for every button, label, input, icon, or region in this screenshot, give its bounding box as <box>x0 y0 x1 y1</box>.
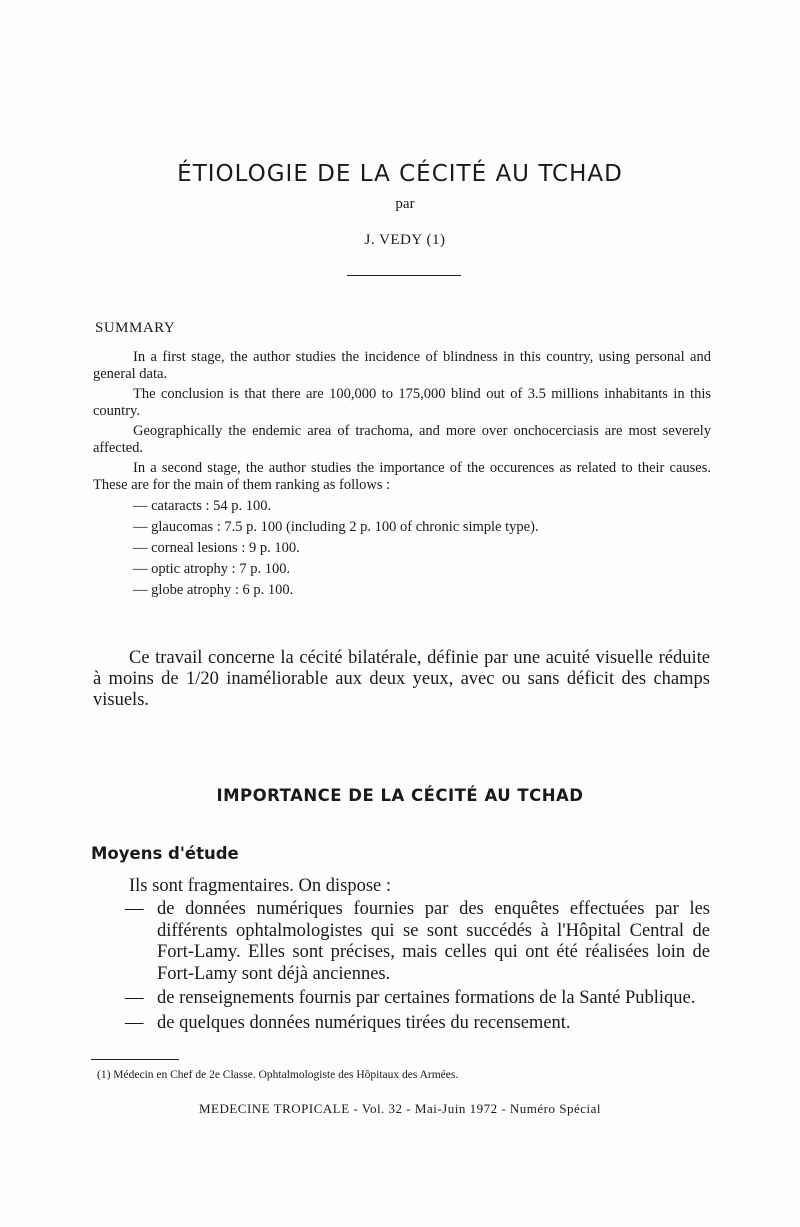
list-dash: — <box>125 899 144 919</box>
summary-paragraph: In a second stage, the author studies the importance of the occurences as related to their causes. These are for the main of them ranking as follows : <box>93 460 711 493</box>
source-text: de données numériques fournies par des enquêtes effectuées par les différents ophtalmologistes qui se sont succédés à l'Hôpital Central de Fort-Lamy. Elles sont précises, mais celles qui ont été réalisées loin de Fort-Lamy sont déjà anciennes. <box>157 899 710 984</box>
source-text: de quelques données numériques tirées du recensement. <box>157 1012 571 1033</box>
section-lead: Ils sont fragmentaires. On dispose : <box>129 876 392 896</box>
summary-block <box>93 349 711 602</box>
list-dash: — <box>125 988 144 1008</box>
footnote: (1) Médecin en Chef de 2e Classe. Ophtalmologiste des Hôpitaux des Armées. <box>97 1069 459 1081</box>
intro-paragraph: Ce travail concerne la cécité bilatérale, définie par une acuité visuelle réduite à moins de 1/20 inaméliorable aux deux yeux, avec ou sans déficit des champs visuels. <box>93 648 710 710</box>
source-item <box>93 988 710 1010</box>
article-title: ÉTIOLOGIE DE LA CÉCITÉ AU TCHAD <box>177 161 623 188</box>
subsection-heading: Moyens d'étude <box>91 844 239 863</box>
list-dash: — <box>125 1012 144 1033</box>
cause-item: — cataracts : 54 p. 100. <box>133 498 272 514</box>
cause-item: — glaucomas : 7.5 p. 100 (including 2 p. 100 of chronic simple type). <box>133 519 539 535</box>
author-name: J. VEDY (1) <box>364 232 446 248</box>
footnote-divider <box>91 1059 179 1060</box>
summary-paragraph: Geographically the endemic area of trachoma, and more over onchocerciasis are most severely affected. <box>93 423 711 456</box>
journal-footer: MEDECINE TROPICALE - Vol. 32 - Mai-Juin 1972 - Numéro Spécial <box>198 1101 602 1116</box>
cause-item: — corneal lesions : 9 p. 100. <box>133 540 300 556</box>
section-heading: IMPORTANCE DE LA CÉCITÉ AU TCHAD <box>216 786 584 805</box>
title-divider <box>347 275 461 276</box>
cause-item: — globe atrophy : 6 p. 100. <box>133 582 294 598</box>
summary-paragraph: The conclusion is that there are 100,000 to 175,000 blind out of 3.5 millions inhabitants in this country. <box>93 386 711 419</box>
source-item <box>93 899 710 985</box>
byline-par: par <box>395 196 415 212</box>
cause-item: — optic atrophy : 7 p. 100. <box>133 561 291 577</box>
causes-list <box>93 497 711 602</box>
summary-heading: SUMMARY <box>95 320 176 336</box>
sources-list <box>93 899 710 1037</box>
source-text: de renseignements fournis par certaines formations de la Santé Publique. <box>157 988 696 1008</box>
summary-paragraph: In a first stage, the author studies the incidence of blindness in this country, using personal and general data. <box>93 349 711 382</box>
source-item <box>93 1013 710 1035</box>
